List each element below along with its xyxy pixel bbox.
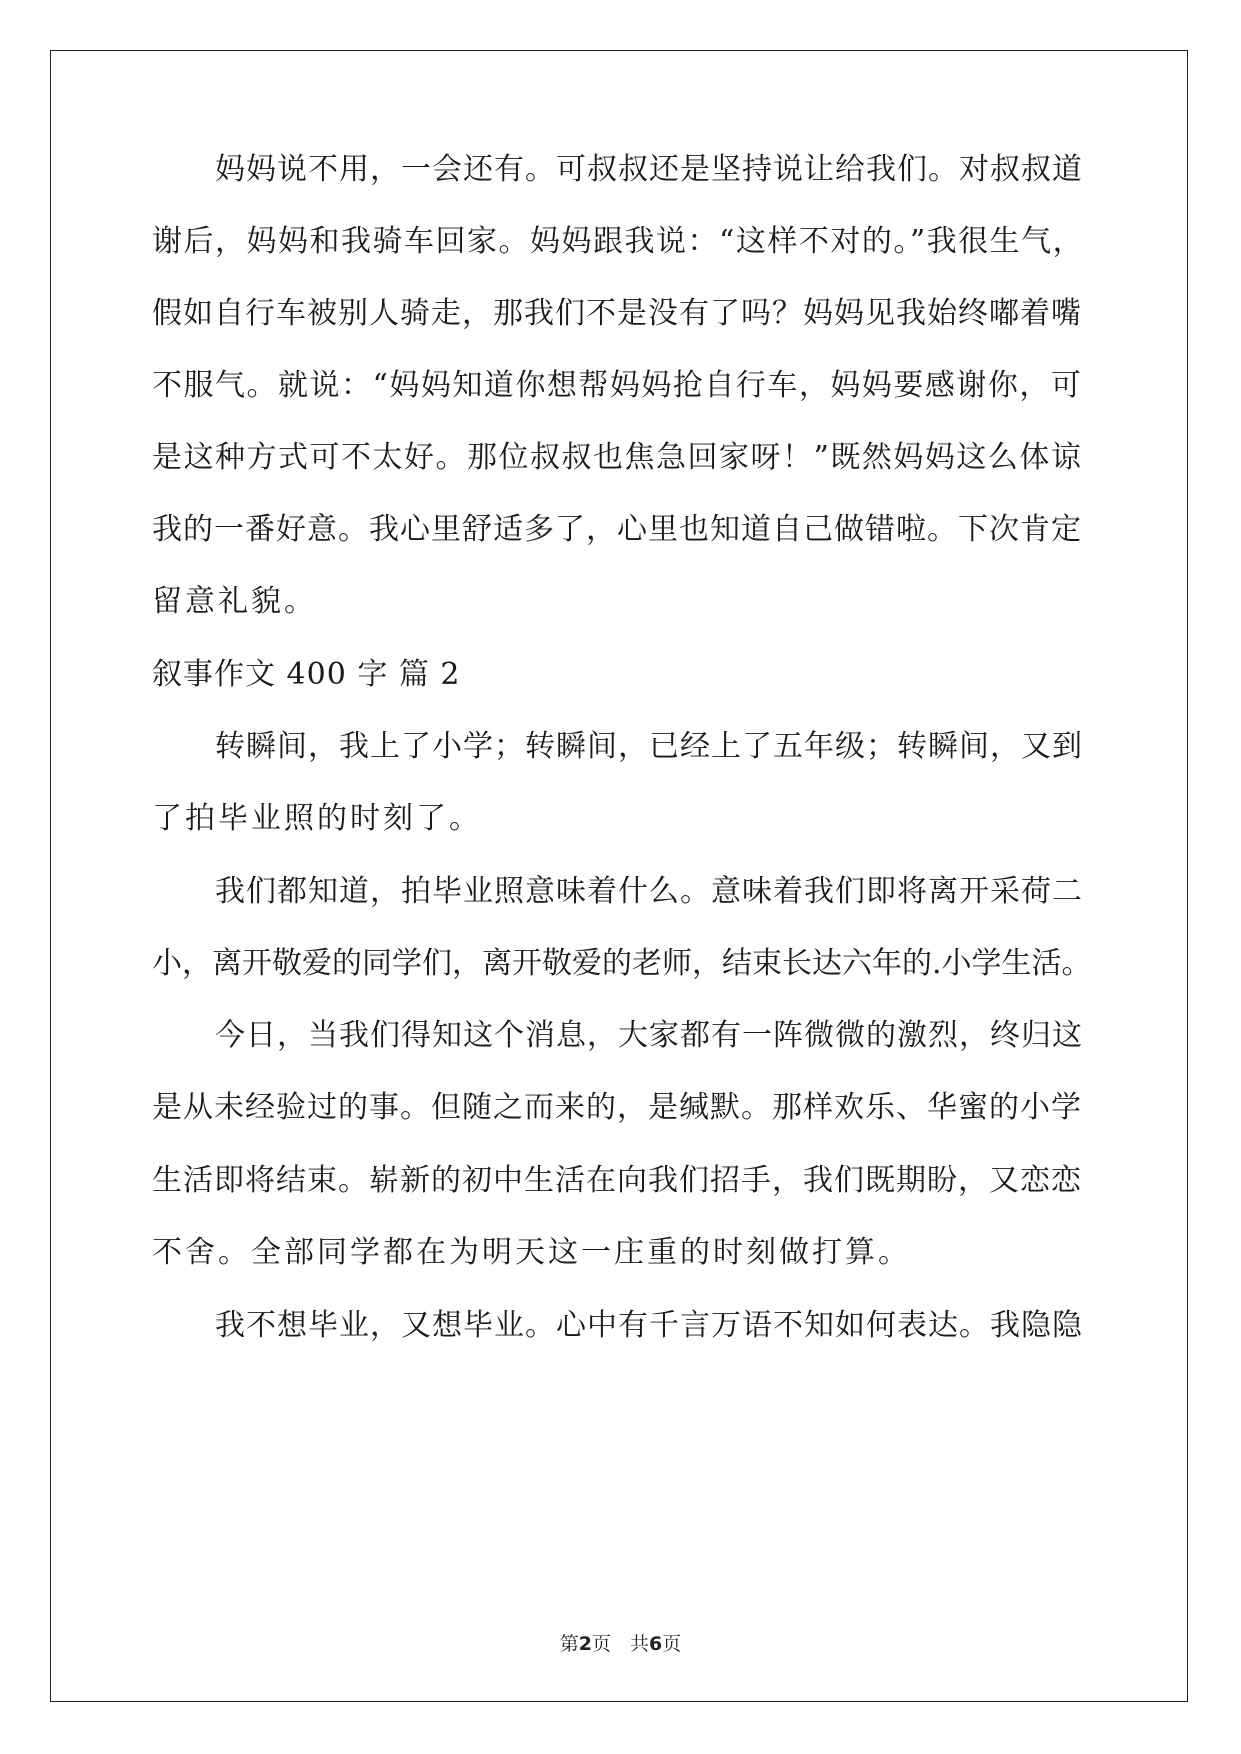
page-number-footer bbox=[0, 1629, 1241, 1656]
text-line: 我们都知道，拍毕业照意味着什么。意味着我们即将离开采荷二 bbox=[215, 874, 1083, 909]
text-line: 转瞬间，我上了小学；转瞬间，已经上了五年级；转瞬间，又到 bbox=[215, 729, 1083, 764]
text-line: 留意礼貌。 bbox=[152, 584, 317, 619]
text-line: 小，离开敬爱的同学们，离开敬爱的老师，结束长达六年的.小学生活。 bbox=[152, 946, 1092, 981]
text-line: 假如自行车被别人骑走，那我们不是没有了吗？妈妈见我始终嘟着嘴 bbox=[152, 296, 1082, 331]
section-heading: 叙事作文 400 字 篇 2 bbox=[152, 657, 461, 692]
text-line: 是从未经验过的事。但随之而来的，是缄默。那样欢乐、华蜜的小学 bbox=[152, 1090, 1082, 1125]
footer-suffix: 页 bbox=[662, 1633, 682, 1655]
total-page-number: 6 bbox=[649, 1633, 663, 1655]
text-line: 不服气。就说：“妈妈知道你想帮妈妈抢自行车，妈妈要感谢你，可 bbox=[152, 368, 1083, 403]
text-line: 妈妈说不用，一会还有。可叔叔还是坚持说让给我们。对叔叔道 bbox=[215, 152, 1083, 187]
text-line: 了拍毕业照的时刻了。 bbox=[152, 801, 482, 836]
footer-prefix: 第 bbox=[559, 1633, 579, 1655]
text-line: 是这种方式可不太好。那位叔叔也焦急回家呀！”既然妈妈这么体谅 bbox=[152, 440, 1083, 475]
text-line: 不舍。全部同学都在为明天这一庄重的时刻做打算。 bbox=[152, 1235, 911, 1270]
current-page-number: 2 bbox=[578, 1633, 592, 1655]
text-line: 我的一番好意。我心里舒适多了，心里也知道自己做错啦。下次肯定 bbox=[152, 512, 1082, 547]
text-line: 谢后，妈妈和我骑车回家。妈妈跟我说：“这样不对的。”我很生气， bbox=[152, 224, 1085, 259]
text-line: 今日，当我们得知这个消息，大家都有一阵微微的激烈，终归这 bbox=[215, 1018, 1083, 1053]
footer-mid: 页 共 bbox=[591, 1633, 649, 1655]
text-line: 生活即将结束。崭新的初中生活在向我们招手，我们既期盼，又恋恋 bbox=[152, 1163, 1082, 1198]
text-line: 我不想毕业，又想毕业。心中有千言万语不知如何表达。我隐隐 bbox=[215, 1308, 1083, 1343]
